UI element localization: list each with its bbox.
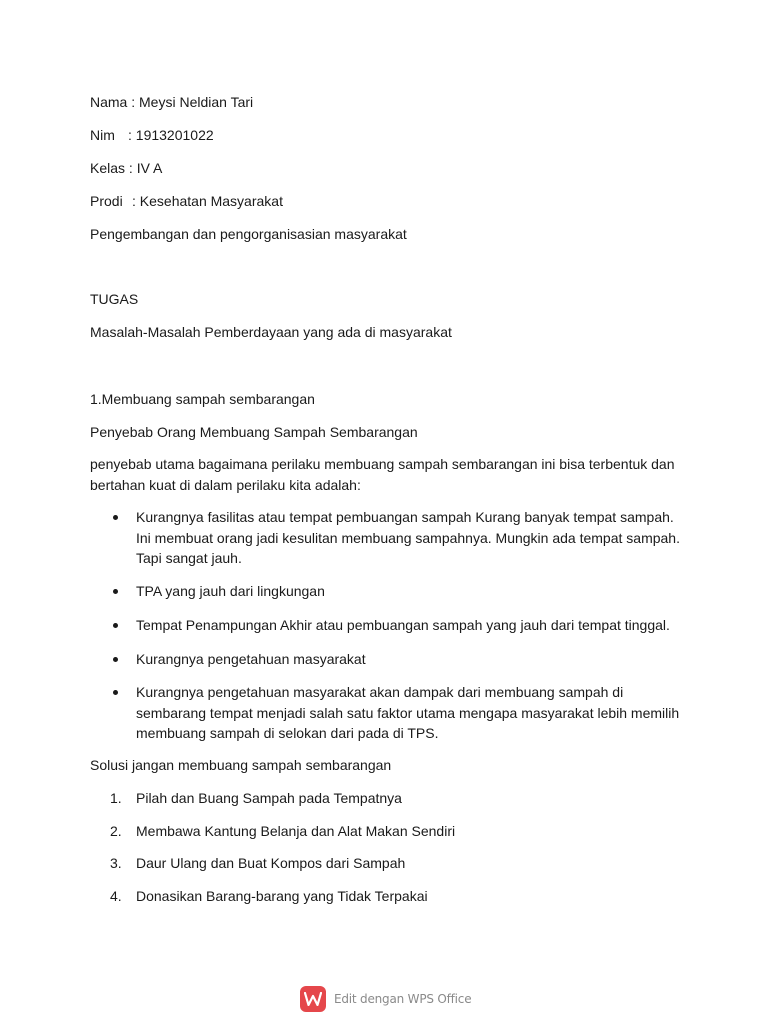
- name-field: Nama : Meysi Neldian Tari: [90, 94, 254, 110]
- bullet-icon: [113, 690, 118, 695]
- list-item-text: Membawa Kantung Belanja dan Alat Makan Sendiri: [136, 823, 456, 839]
- list-item-text: Kurangnya pengetahuan masyarakat akan dampak dari membuang sampah di sembarang tempat menjadi salah satu faktor utama mengapa masyarakat lebih memilih membuang sampah di selokan dari pada di TPS.: [136, 684, 680, 741]
- list-number: 3.: [110, 855, 122, 871]
- section-subheading: Penyebab Orang Membuang Sampah Sembarangan: [90, 424, 418, 440]
- prodi-label: Prodi: [90, 193, 123, 209]
- nim-value: : 1913201022: [128, 127, 214, 143]
- assignment-topic: Masalah-Masalah Pemberdayaan yang ada di masyarakat: [90, 324, 452, 340]
- prodi-value: : Kesehatan Masyarakat: [132, 193, 283, 209]
- list-item-text: Kurangnya pengetahuan masyarakat: [136, 651, 366, 667]
- list-number: 4.: [110, 888, 122, 904]
- prodi-field: [90, 191, 283, 211]
- list-item-text: Donasikan Barang-barang yang Tidak Terpakai: [136, 888, 428, 904]
- bullet-icon: [113, 657, 118, 662]
- section-intro: penyebab utama bagaimana perilaku membuang sampah sembarangan ini bisa terbentuk dan bertahan kuat di dalam perilaku kita adalah:: [90, 456, 675, 493]
- list-item-text: Daur Ulang dan Buat Kompos dari Sampah: [136, 855, 406, 871]
- nim-label: Nim: [90, 127, 115, 143]
- list-item-text: Pilah dan Buang Sampah pada Tempatnya: [136, 790, 402, 806]
- course-title: Pengembangan dan pengorganisasian masyarakat: [90, 226, 407, 242]
- solutions-heading: Solusi jangan membuang sampah sembarangan: [90, 757, 392, 773]
- wps-badge-text: Edit dengan WPS Office: [334, 992, 472, 1006]
- kelas-field: Kelas : IV A: [90, 160, 163, 176]
- list-number: 1.: [110, 790, 122, 806]
- section-heading: 1.Membuang sampah sembarangan: [90, 391, 315, 407]
- list-item-text: Kurangnya fasilitas atau tempat pembuangan sampah Kurang banyak tempat sampah. Ini membuat orang jadi kesulitan membuang sampahnya. Mungkin ada tempat sampah. Tapi sangat jauh.: [136, 509, 680, 566]
- wps-logo-icon: [300, 986, 326, 1012]
- assignment-label: TUGAS: [90, 291, 139, 307]
- nim-field: [90, 125, 214, 145]
- wps-edit-badge[interactable]: [300, 985, 471, 1013]
- list-item-text: Tempat Penampungan Akhir atau pembuangan sampah yang jauh dari tempat tinggal.: [136, 617, 670, 633]
- list-number: 2.: [110, 823, 122, 839]
- list-item-text: TPA yang jauh dari lingkungan: [136, 583, 325, 599]
- bullet-icon: [113, 589, 118, 594]
- bullet-icon: [113, 623, 118, 628]
- bullet-icon: [113, 515, 118, 520]
